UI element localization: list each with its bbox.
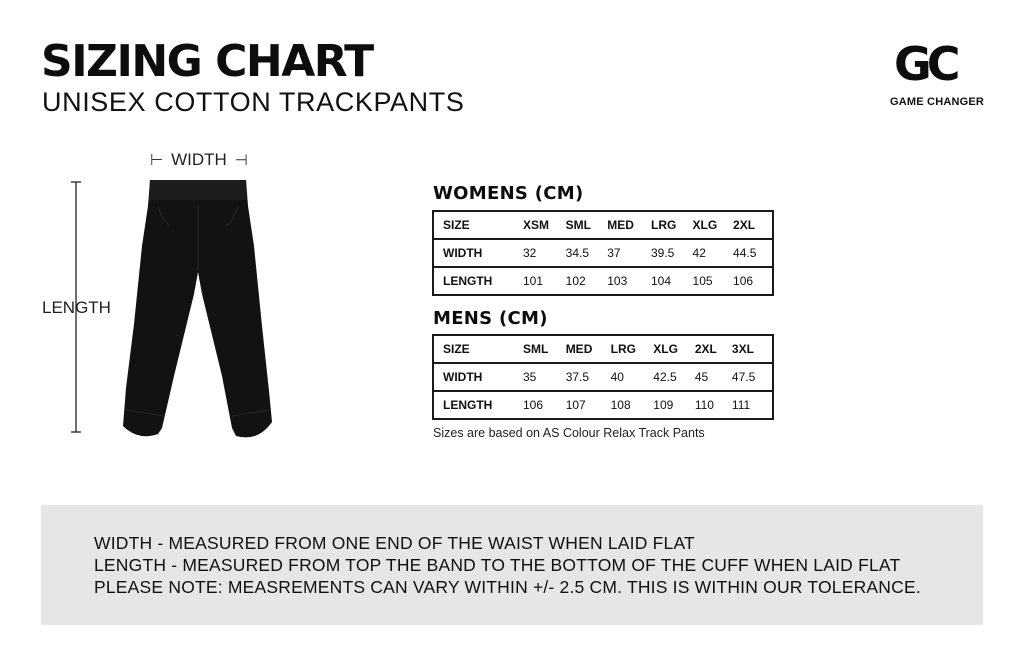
brand-logo [884, 37, 988, 112]
measurement-info-panel [41, 505, 983, 625]
table-cell: 109 [653, 391, 695, 419]
trackpants-icon [118, 176, 278, 441]
womens-size-table [432, 210, 774, 296]
table-cell: 106 [523, 391, 566, 419]
table-cell: 111 [732, 391, 773, 419]
table-cell: 44.5 [733, 239, 773, 267]
table-row [433, 211, 773, 239]
table-row [433, 335, 773, 363]
table-row [433, 391, 773, 419]
table-cell: 110 [695, 391, 732, 419]
table-cell: 108 [611, 391, 654, 419]
table-cell: 103 [607, 267, 651, 295]
womens-heading: WOMENS (CM) [433, 183, 584, 204]
table-cell: 37 [607, 239, 651, 267]
table-cell: 102 [566, 267, 608, 295]
table-cell: SIZE [443, 342, 470, 356]
table-cell: LENGTH [433, 267, 523, 295]
width-marker [150, 150, 248, 170]
table-cell: 104 [651, 267, 693, 295]
table-cell: XLG [653, 342, 678, 356]
mens-heading: MENS (CM) [433, 308, 548, 329]
table-cell: 42.5 [653, 363, 695, 391]
table-cell: WIDTH [433, 239, 523, 267]
table-cell: 101 [523, 267, 566, 295]
width-label: WIDTH [171, 150, 227, 169]
table-cell: 45 [695, 363, 732, 391]
table-cell: XLG [692, 218, 718, 232]
table-cell: LRG [650, 218, 677, 232]
width-tick-right-icon: ⊣ [234, 152, 248, 169]
table-cell: LENGTH [433, 391, 523, 419]
info-line-length: LENGTH - MEASURED FROM TOP THE BAND TO THE BOTTOM OF THE CUFF WHEN LAID FLAT [94, 555, 901, 575]
table-cell: 105 [693, 267, 733, 295]
table-cell: LRG [610, 342, 636, 356]
table-cell: WIDTH [433, 363, 523, 391]
table-cell: 2XL [694, 342, 717, 356]
mens-size-table [432, 334, 774, 420]
table-cell: 47.5 [732, 363, 773, 391]
table-cell: XSM [523, 218, 550, 232]
table-cell: 106 [733, 267, 773, 295]
table-cell: 42 [693, 239, 733, 267]
page-title: SIZING CHART [41, 36, 373, 87]
table-cell: SIZE [443, 218, 470, 232]
table-row [433, 363, 773, 391]
table-cell: MED [565, 342, 593, 356]
length-label: LENGTH [42, 298, 111, 317]
table-cell: 107 [566, 391, 611, 419]
logo-mark: GC [894, 37, 956, 91]
table-cell: MED [607, 218, 634, 232]
table-row [433, 239, 773, 267]
table-cell: 32 [523, 239, 566, 267]
table-cell: 3XL [731, 342, 754, 356]
table-cell: 2XL [733, 218, 756, 232]
info-line-width: WIDTH - MEASURED FROM ONE END OF THE WAIST WHEN LAID FLAT [94, 533, 695, 553]
table-cell: SML [565, 218, 592, 232]
page-subtitle: UNISEX COTTON TRACKPANTS [42, 87, 465, 117]
info-line-tolerance: PLEASE NOTE: MEASREMENTS CAN VARY WITHIN +/- 2.5 CM. THIS IS WITHIN OUR TOLERANCE. [94, 577, 921, 597]
table-row [433, 267, 773, 295]
size-note: Sizes are based on AS Colour Relax Track Pants [433, 426, 705, 440]
logo-text: GAME CHANGER [890, 96, 985, 108]
table-cell: 35 [523, 363, 566, 391]
table-cell: 37.5 [566, 363, 611, 391]
width-tick-left-icon: ⊢ [150, 152, 164, 169]
table-cell: SML [523, 342, 549, 356]
table-cell: 40 [611, 363, 654, 391]
table-cell: 39.5 [651, 239, 693, 267]
table-cell: 34.5 [566, 239, 608, 267]
